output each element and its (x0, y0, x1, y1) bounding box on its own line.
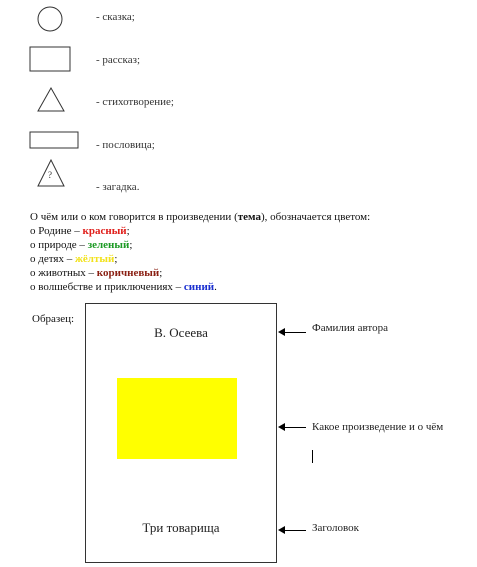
theme-row-priroda (30, 238, 132, 252)
sample-author: В. Осеева (154, 325, 208, 340)
legend-label-stikhotvorenie: - стихотворение; (96, 96, 174, 108)
legend-shapes (0, 0, 477, 200)
theme-intro-part2: ), обозначается цветом: (260, 211, 371, 223)
color-word-blue: синий (183, 281, 215, 293)
circle-shape-icon (38, 7, 62, 31)
theme-intro (30, 210, 370, 224)
theme-row-rodina (30, 224, 130, 238)
theme-intro-bold: тема (237, 211, 261, 223)
arrow-title-line (284, 530, 306, 531)
theme-row-deti (30, 252, 117, 266)
legend-label-poslovitsa: - пословица; (96, 139, 155, 151)
arrow-author-line (284, 332, 306, 333)
color-word-red: красный (82, 225, 127, 237)
question-mark: ? (48, 170, 52, 180)
theme-row-prefix: о детях – (30, 253, 75, 265)
sample-label: Образец: (32, 313, 75, 325)
annotation-content: Какое произведение и о чём (312, 421, 444, 433)
sample-book-card (85, 303, 277, 563)
annotation-author: Фамилия автора (312, 322, 388, 334)
wide-rectangle-shape-icon (30, 132, 78, 148)
theme-row-suffix: ; (159, 267, 163, 279)
theme-row-prefix: о Родине – (30, 225, 83, 237)
rectangle-shape-icon (30, 47, 70, 71)
theme-row-volshebstvo (30, 280, 217, 294)
theme-intro-part1: О чём или о ком говорится в произведении ( (30, 211, 238, 223)
color-word-brown: коричневый (96, 267, 160, 279)
text-cursor (312, 450, 313, 463)
annotation-title: Заголовок (312, 522, 359, 534)
color-word-yellow: жёлтый (74, 253, 115, 265)
theme-row-zhivotnye (30, 266, 162, 280)
arrow-content-line (284, 427, 306, 428)
legend-label-rasskaz: - рассказ; (96, 54, 141, 66)
theme-row-suffix: ; (126, 225, 130, 237)
theme-row-suffix: ; (129, 239, 133, 251)
theme-row-suffix: ; (114, 253, 118, 265)
sample-color-block (117, 378, 237, 459)
legend-label-skazka: - сказка; (96, 11, 135, 23)
theme-row-suffix: . (214, 281, 217, 293)
theme-row-prefix: о волшебстве и приключениях – (30, 281, 184, 293)
triangle-shape-icon (38, 88, 64, 111)
theme-row-prefix: о животных – (30, 267, 97, 279)
legend-label-zagadka: - загадка. (96, 181, 140, 193)
theme-row-prefix: о природе – (30, 239, 88, 251)
sample-title: Три товарища (142, 520, 220, 535)
color-word-green: зеленый (87, 239, 130, 251)
